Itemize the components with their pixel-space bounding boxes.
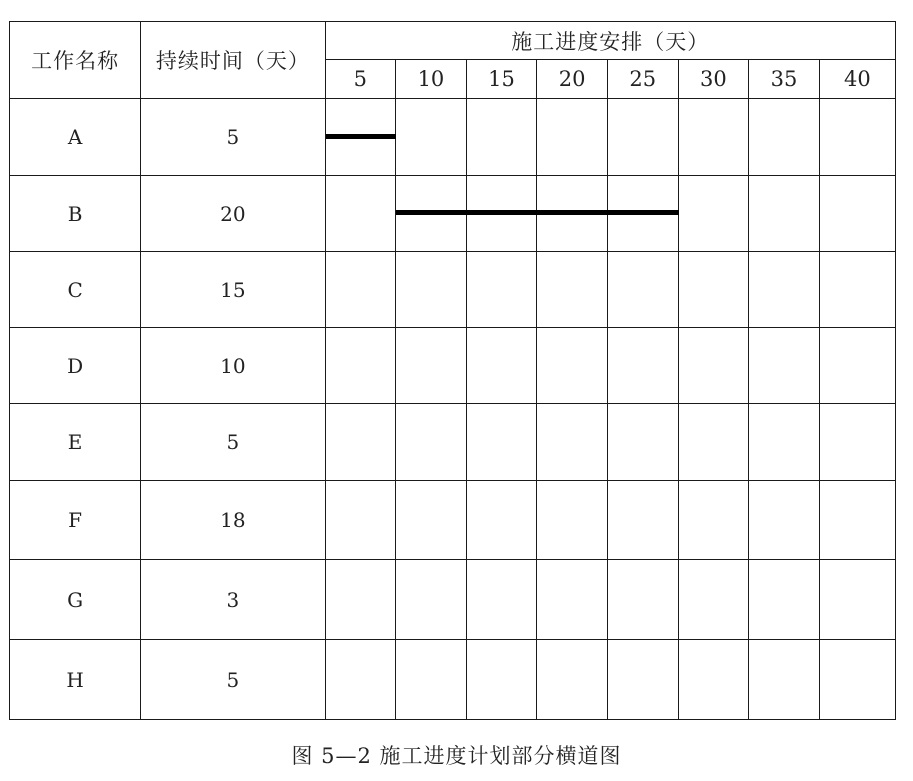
grid-line [607, 481, 608, 559]
grid-line [748, 176, 749, 251]
grid-line [819, 99, 820, 175]
task-row [10, 252, 896, 328]
task-name-header: 工作名称 [10, 22, 141, 99]
grid-line [536, 560, 537, 639]
grid-line [607, 560, 608, 639]
schedule-cells [325, 560, 895, 640]
grid-line [395, 99, 396, 175]
grid-line [748, 328, 749, 403]
grid-line [748, 252, 749, 327]
grid-line [607, 328, 608, 403]
grid-line [466, 481, 467, 559]
schedule-cells [325, 640, 895, 720]
duration-header: 持续时间（天） [141, 22, 325, 99]
grid-line [678, 481, 679, 559]
task-name-cell: A [10, 99, 141, 176]
grid-line [536, 252, 537, 327]
grid-line [607, 404, 608, 480]
grid-line [678, 99, 679, 175]
schedule-grid [326, 640, 895, 719]
task-duration-cell: 3 [141, 560, 325, 640]
task-duration-cell: 5 [141, 99, 325, 176]
task-name-cell: D [10, 328, 141, 404]
schedule-grid [326, 99, 895, 175]
grid-line [607, 176, 608, 251]
grid-line [607, 640, 608, 719]
grid-line [395, 252, 396, 327]
grid-line [536, 176, 537, 251]
tick-label: 5 [325, 60, 396, 99]
task-duration-cell: 10 [141, 328, 325, 404]
tick-label: 10 [396, 60, 467, 99]
tick-label: 15 [466, 60, 537, 99]
schedule-grid [326, 404, 895, 480]
grid-line [395, 328, 396, 403]
grid-line [607, 252, 608, 327]
grid-line [748, 404, 749, 480]
grid-line [395, 640, 396, 719]
grid-line [819, 640, 820, 719]
grid-line [466, 404, 467, 480]
grid-line [748, 481, 749, 559]
schedule-grid [326, 176, 895, 251]
grid-line [466, 560, 467, 639]
tick-label: 25 [607, 60, 678, 99]
grid-line [395, 560, 396, 639]
grid-line [536, 640, 537, 719]
grid-line [678, 328, 679, 403]
grid-line [536, 328, 537, 403]
tick-label: 40 [819, 60, 895, 99]
task-name-cell: E [10, 404, 141, 481]
grid-line [536, 404, 537, 480]
grid-line [678, 404, 679, 480]
task-row [10, 328, 896, 404]
grid-line [466, 252, 467, 327]
grid-line [819, 404, 820, 480]
task-duration-cell: 5 [141, 640, 325, 720]
task-name-cell: C [10, 252, 141, 328]
grid-line [819, 481, 820, 559]
task-duration-cell: 20 [141, 176, 325, 252]
task-name-cell: G [10, 560, 141, 640]
grid-line [466, 640, 467, 719]
schedule-grid [326, 252, 895, 327]
task-row [10, 99, 896, 176]
grid-line [395, 404, 396, 480]
task-bar [396, 210, 678, 215]
schedule-cells [325, 481, 895, 560]
schedule-table [9, 21, 896, 720]
task-bar [326, 134, 397, 139]
grid-line [819, 252, 820, 327]
task-name-cell: B [10, 176, 141, 252]
grid-line [748, 99, 749, 175]
grid-line [819, 560, 820, 639]
task-row [10, 481, 896, 560]
tick-label: 35 [749, 60, 820, 99]
schedule-cells [325, 99, 895, 176]
task-duration-cell: 5 [141, 404, 325, 481]
grid-line [536, 481, 537, 559]
header-row-top [10, 22, 896, 60]
grid-line [678, 252, 679, 327]
task-duration-cell: 18 [141, 481, 325, 560]
schedule-cells [325, 404, 895, 481]
task-rows [10, 99, 896, 720]
grid-line [748, 560, 749, 639]
figure-caption: 图 5—2 施工进度计划部分横道图 [291, 744, 622, 768]
schedule-grid [326, 560, 895, 639]
grid-line [536, 99, 537, 175]
grid-line [466, 328, 467, 403]
grid-line [395, 176, 396, 251]
tick-label: 30 [678, 60, 749, 99]
schedule-cells [325, 252, 895, 328]
grid-line [395, 481, 396, 559]
task-row [10, 176, 896, 252]
task-duration-cell: 15 [141, 252, 325, 328]
schedule-header: 施工进度安排（天） [325, 22, 895, 60]
grid-line [819, 328, 820, 403]
task-row [10, 640, 896, 720]
grid-line [678, 640, 679, 719]
task-row [10, 560, 896, 640]
grid-line [466, 99, 467, 175]
task-row [10, 404, 896, 481]
schedule-cells [325, 328, 895, 404]
task-name-cell: H [10, 640, 141, 720]
grid-line [678, 560, 679, 639]
schedule-grid [326, 481, 895, 559]
grid-line [819, 176, 820, 251]
task-name-cell: F [10, 481, 141, 560]
schedule-cells [325, 176, 895, 252]
grid-line [678, 176, 679, 251]
grid-line [466, 176, 467, 251]
tick-label: 20 [537, 60, 608, 99]
grid-line [748, 640, 749, 719]
schedule-grid [326, 328, 895, 403]
grid-line [607, 99, 608, 175]
